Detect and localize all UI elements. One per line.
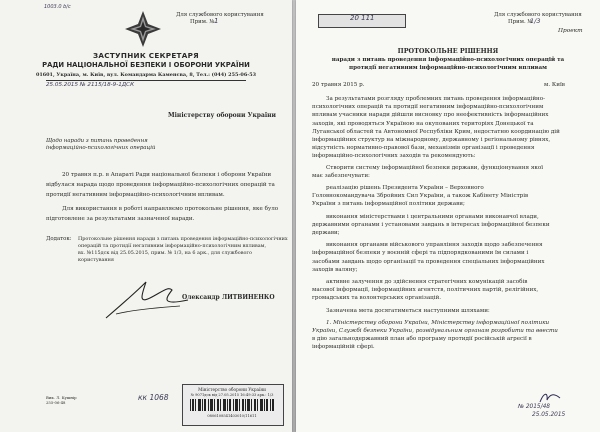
signature-icon [102,276,192,324]
council-emblem-icon [124,10,162,48]
protocol-line: заходів, які проводяться Україною на окупованих територіях Донецької та [312,120,534,127]
paragraph-1-line-2: відбулася нарада щодо проведення інформаційно-психологічних операцій та [46,182,275,188]
header-council: РАДИ НАЦІОНАЛЬНОЇ БЕЗПЕКИ І ОБОРОНИ УКРАЇНИ [42,61,250,69]
document-subtitle-2: протидії негативним інформаційно-психологічним впливам [348,65,547,71]
protocol-line: За результатами розгляду проблемних питань проведення інформаційно- [326,96,546,102]
protocol-line: 1. Міністерству оборони України, Міністерству інформаційної політики [326,319,550,326]
registration-stamp-code: 0806108541403010/11611 [207,414,257,418]
protocol-line: Зазначена мета досягатиметься наступними шляхами: [326,307,490,314]
handwritten-registration: 20 111 [350,14,375,22]
protocol-line: Головнокомандувача Збройних Сил України, а також Кабінету Міністрів [312,193,529,200]
corner-note: 1003.0 b/c [44,4,71,10]
protocol-line: активне залучення до здійснення стратегічних комунікацій засобів [326,279,528,285]
header-address: 01601, Україна, м. Київ, вул. Командарма Каменєва, 8, Тел.: (044) 255-06-53 [35,72,257,78]
protocol-line: виконання міністерствами і центральними органами виконавчої влади, [326,213,539,220]
paragraph-2-line-2: підготовлене за результатами зазначеної наради. [46,216,195,222]
protocol-line: Створити систему інформаційної безпеки держави, функціонування якої [326,164,544,171]
attachment-line-2: операцій та протидії негативним інформаційно-психологічним впливам, [78,243,266,249]
document-date: 20 травня 2015 р. [312,82,365,88]
attachment-line-3: вх. №115дск від 25.05.2015, прим. № 1/3, на 6 арк., для службового [78,250,252,256]
protocol-line: інформаційних структур на міжнародному, державному і регіональному рівнях, [312,137,551,143]
paragraph-2-line-1: Для використання в роботі направляємо протокольне рішення, яке було [62,206,279,212]
protocol-line: засобами завдань щодо організації та проведення спеціальних інформаційних [312,258,545,265]
document-title: ПРОТОКОЛЬНЕ РІШЕННЯ [397,47,499,55]
handwritten-sign-number: № 2015/48 [518,404,550,410]
attachment-line-4: користування [78,257,114,263]
protocol-line: масової інформації, інформаційних агентств, політичних партій, релігійних, [312,287,539,294]
attachment-line-1: Протокольне рішення наради з питань проведення інформаційно-психологічних [78,236,288,242]
protocol-line: відсутність нормативно-правової бази, механізмів організації і проведення [312,145,535,152]
protocol-line: інформаційній сфері. [312,344,375,351]
protocol-line: впливам учасники наради дійшли висновку про неефективність інформаційних [312,112,549,119]
restricted-label: Для службового користування [176,12,264,18]
header-rule [46,80,246,81]
handwritten-sign-date: 25.05.2015 [532,412,566,418]
subject-line-1: Щодо наради з питань проведення [46,138,148,144]
protocol-line: держави; [312,230,340,236]
barcode-icon [190,399,274,411]
project-label: Проект [558,28,583,34]
copy-label: Прим. № [508,19,533,25]
document-subtitle-1: наради з питань проведення інформаційно-психологічних операцій та [331,57,565,63]
paragraph-1-line-1: 20 травня п.р. в Апараті Ради національної безпеки і оборони України [62,172,272,178]
document-city: м. Київ [544,82,565,88]
protocol-line: має забезпечувати: [312,172,370,179]
footer-phone: 255-06-48 [46,400,66,405]
protocol-line: виконання органами військового управління заходів щодо забезпечення [326,242,543,249]
handwritten-number: кк 1068 [138,393,169,402]
outgoing-reference: 25.05.2015 № 2115/18-9-1ДСК [46,82,135,88]
protocol-line: державними органами і установами завдань в інтересах інформаційної безпеки [312,221,550,228]
attachment-label: Додаток: [46,236,72,242]
protocol-line: заходів валяну; [312,266,358,273]
registration-stamp-title: Міністерство оборони України [198,387,266,392]
protocol-line: України з питань інформаційної політики держави; [312,201,465,208]
protocol-line: психологічних операцій та протидії негативним інформаційно-психологічним [312,104,544,111]
protocol-line: громадських та волонтерських організацій. [312,295,442,302]
footer-executor: Вик. Л. Кушнір [46,395,77,400]
registration-stamp-line: № 9071дск від 27.05.2015 16:49:33 арк.: 1/3 [190,393,274,397]
signer-name: Олександр ЛИТВИНЕНКО [182,294,275,301]
protocol-line: інформаційно-психологічних заходів та рекомендують: [312,153,476,160]
copy-label: Прим. № [190,19,215,25]
addressee: Міністерству оборони України [168,112,276,119]
subject-line-2: інформаційно-психологічних операцій [46,145,156,151]
restricted-label: Для службового користування [494,12,582,18]
protocol-line: реалізацію рішень Президента України – Верховного [326,185,484,191]
protocol-decision-page [296,0,600,432]
protocol-line: інформаційної безпеки у воєнній сфері та підпорядкованими їм силами і [312,250,529,257]
copy-number: 1 [214,17,219,25]
header-title: ЗАСТУПНИК СЕКРЕТАРЯ [92,51,200,60]
paragraph-1-line-3: протидії негативним інформаційно-психологічним впливам. [46,192,225,198]
protocol-line: України, Службі безпеки України, розвідувальним органам розробити та ввести [312,328,558,334]
protocol-line: Луганської областей та Автономної Республіки Крим, недостатню координацію дій [312,128,560,135]
cover-letter-page [0,0,292,432]
protocol-line: в дію загальнодержавний план або програму протидії російській агресії в [312,336,532,343]
copy-number: 1/3 [530,17,541,25]
